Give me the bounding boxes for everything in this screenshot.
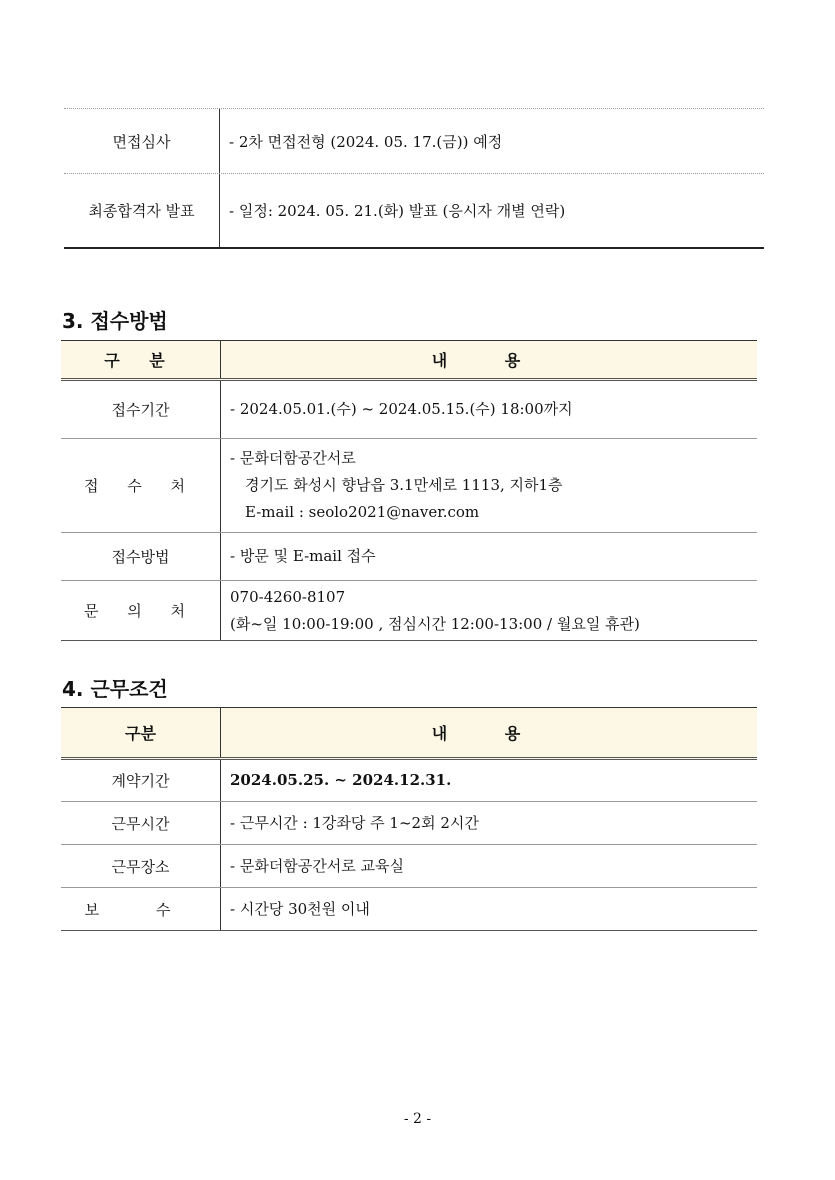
conditions-table bbox=[61, 707, 757, 931]
row-label: 접수방법 bbox=[61, 533, 221, 580]
section-3-heading: 3. 접수방법 bbox=[62, 309, 168, 333]
header-value: 내 용 bbox=[431, 351, 547, 370]
table-row bbox=[61, 439, 757, 533]
table-row bbox=[61, 888, 757, 931]
row-value: - 문화더함공간서로 교육실 bbox=[230, 856, 404, 875]
table-header bbox=[61, 340, 757, 381]
row-value-line: 070-4260-8107 bbox=[230, 587, 346, 606]
row-value: - 일정: 2024. 05. 21.(화) 발표 (응시자 개별 연락) bbox=[229, 202, 566, 220]
row-label: 면접심사 bbox=[64, 109, 220, 173]
row-label: 계약기간 bbox=[61, 760, 221, 801]
table-row bbox=[61, 381, 757, 439]
header-label: 구 분 bbox=[61, 341, 221, 378]
table-row bbox=[61, 533, 757, 581]
table-row bbox=[61, 802, 757, 845]
row-label: 접 수 처 bbox=[61, 439, 221, 532]
row-value-line: - 문화더함공간서로 bbox=[230, 449, 356, 467]
row-value-line: - 2024.05.01.(수) ~ 2024.05.15.(수) 18:00까지 bbox=[230, 400, 573, 418]
row-value-line: 경기도 화성시 향남읍 3.1만세로 1113, 지하1층 bbox=[245, 476, 563, 494]
row-value-line: - 방문 및 E-mail 접수 bbox=[230, 547, 376, 565]
row-label: 최종합격자 발표 bbox=[64, 174, 220, 247]
table-row bbox=[61, 581, 757, 641]
row-value-line: (화~일 10:00-19:00 , 점심시간 12:00-13:00 / 월요일 휴관) bbox=[230, 614, 640, 633]
page-number: - 2 - bbox=[403, 1111, 432, 1127]
table-row bbox=[64, 174, 764, 249]
row-label: 근무시간 bbox=[61, 802, 221, 844]
row-value: 2024.05.25. ~ 2024.12.31. bbox=[230, 771, 452, 789]
table-header bbox=[61, 707, 757, 760]
section-4-heading: 4. 근무조건 bbox=[62, 677, 168, 701]
header-label: 구분 bbox=[61, 708, 221, 757]
row-label: 접수기간 bbox=[61, 381, 221, 438]
row-value: - 2차 면접전형 (2024. 05. 17.(금)) 예정 bbox=[229, 132, 503, 151]
table-row bbox=[64, 108, 764, 174]
row-label: 보 수 bbox=[61, 888, 221, 930]
table-row bbox=[61, 845, 757, 888]
table-row bbox=[61, 760, 757, 802]
row-label: 문 의 처 bbox=[61, 581, 221, 640]
row-value: - 시간당 30천원 이내 bbox=[230, 899, 370, 918]
row-value: - 근무시간 : 1강좌당 주 1~2회 2시간 bbox=[230, 813, 479, 832]
schedule-table bbox=[64, 108, 764, 249]
row-label: 근무장소 bbox=[61, 845, 221, 887]
application-table bbox=[61, 340, 757, 641]
header-value: 내 용 bbox=[431, 724, 547, 743]
row-value-line: E-mail : seolo2021@naver.com bbox=[245, 503, 480, 521]
